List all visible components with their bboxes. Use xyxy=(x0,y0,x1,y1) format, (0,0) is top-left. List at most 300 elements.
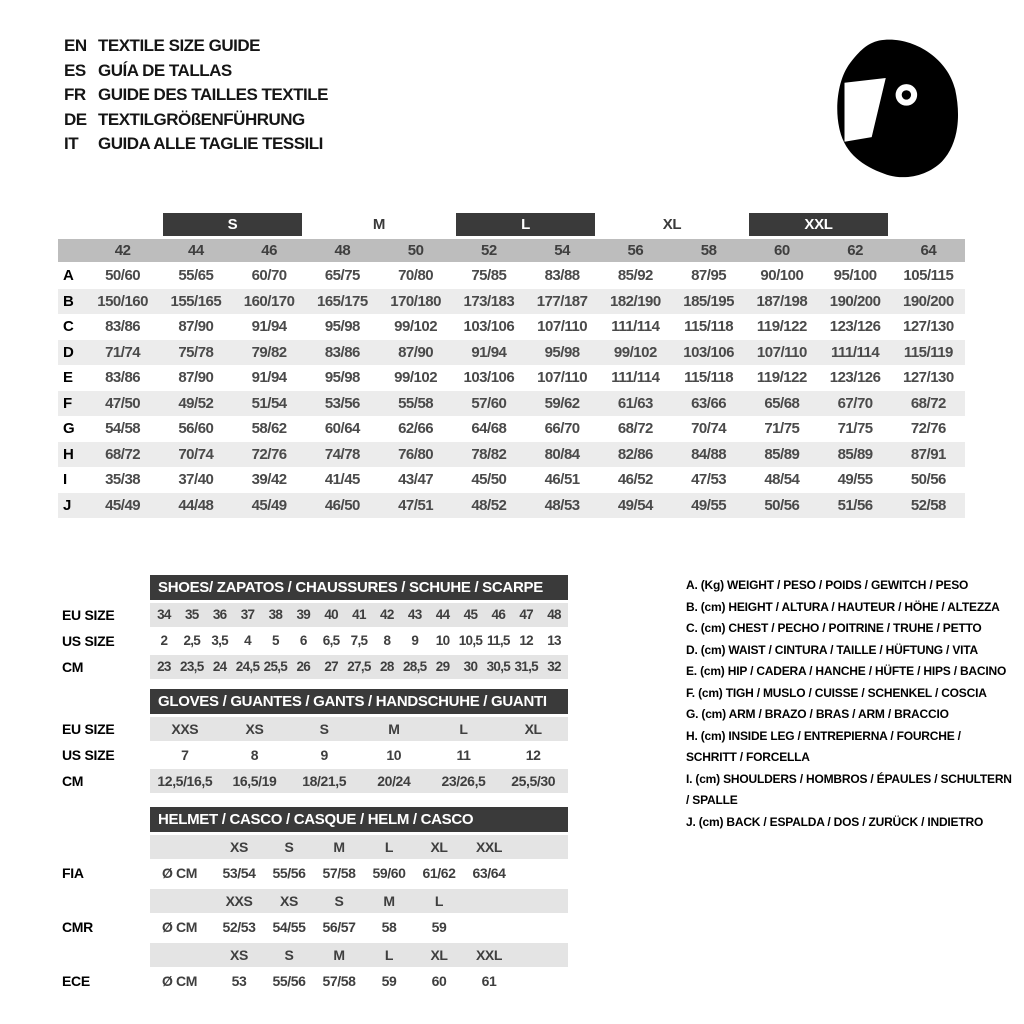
diameter-unit: Ø CM xyxy=(162,865,197,881)
helmet-sizes-row xyxy=(150,943,568,967)
size-value: 64/68 xyxy=(471,420,507,437)
size-value: 47/50 xyxy=(105,394,141,412)
size-value: 71/75 xyxy=(764,420,800,437)
gloves-row xyxy=(62,717,568,741)
helmet-size-value: 57/58 xyxy=(322,973,356,989)
row-letter: F xyxy=(63,394,72,412)
size-value: 58/62 xyxy=(251,420,287,437)
size-value: 91/94 xyxy=(251,369,287,386)
numeric-size: 52 xyxy=(481,242,497,259)
size-value: 185/195 xyxy=(683,292,734,310)
table-row xyxy=(58,442,965,468)
size-value: 48 xyxy=(547,607,561,622)
numeric-size: 64 xyxy=(920,242,937,259)
size-value: 31,5 xyxy=(514,659,538,674)
helmet-size-value: 63/64 xyxy=(472,865,506,881)
size-value: 29 xyxy=(435,659,450,674)
gloves-title: GLOVES / GUANTES / GANTS / HANDSCHUHE / GUANTI xyxy=(150,689,568,714)
numeric-size-row xyxy=(58,239,965,262)
size-value: 83/86 xyxy=(105,318,141,335)
size-value: 10 xyxy=(386,747,402,763)
helmet-size-label: XL xyxy=(430,839,448,855)
size-value: 7 xyxy=(181,747,189,763)
size-value: 3,5 xyxy=(211,633,228,648)
helmet-values-row xyxy=(62,915,568,939)
helmet-size-label: L xyxy=(434,893,444,909)
size-value: 50/56 xyxy=(764,496,800,514)
shoes-row xyxy=(62,655,568,679)
helmet-size-value: 53/54 xyxy=(222,865,256,881)
size-value: 63/66 xyxy=(691,394,727,412)
size-value: 75/85 xyxy=(471,267,507,284)
size-value: 71/74 xyxy=(105,343,141,361)
unit-spacer xyxy=(150,943,214,967)
size-value: 87/90 xyxy=(178,318,214,335)
size-value: 42 xyxy=(380,607,394,622)
size-value: 46/50 xyxy=(324,496,360,514)
size-value: 41/45 xyxy=(324,471,360,488)
helmet-size-label: XXL xyxy=(475,839,503,855)
size-value: 12 xyxy=(519,633,533,648)
legend-item: J. (cm) BACK / ESPALDA / DOS / ZURÜCK / INDIETRO xyxy=(686,814,984,829)
size-value: 48/52 xyxy=(471,496,507,514)
size-value: 43 xyxy=(407,607,422,622)
size-value: 6 xyxy=(299,633,307,648)
language-label: GUÍA DE TALLAS xyxy=(98,60,232,80)
language-label: TEXTILE SIZE GUIDE xyxy=(98,36,260,56)
size-value: 65/68 xyxy=(764,394,800,412)
table-row xyxy=(58,391,965,417)
row-letter: I xyxy=(63,471,67,488)
size-value: 68/72 xyxy=(617,420,653,437)
size-value: 49/52 xyxy=(178,394,214,412)
size-value: 32 xyxy=(547,659,561,674)
legend-item: H. (cm) INSIDE LEG / ENTREPIERNA / FOURCHE / SCHRITT / FORCELLA xyxy=(686,728,961,764)
size-value: 27 xyxy=(324,659,338,674)
size-value: 115/119 xyxy=(903,343,953,361)
size-value: 70/80 xyxy=(398,267,434,284)
size-value: 60/64 xyxy=(324,420,360,437)
size-value: 103/106 xyxy=(463,369,515,386)
size-value: M xyxy=(388,721,400,737)
row-letter: J xyxy=(63,496,71,514)
numeric-size: 42 xyxy=(114,242,131,259)
diameter-unit: Ø CM xyxy=(162,919,197,935)
size-value: 60/70 xyxy=(251,267,287,284)
helmet-size-label: S xyxy=(334,893,344,909)
gloves-size-table xyxy=(62,689,568,795)
size-value: 99/102 xyxy=(613,343,657,361)
language-title-block xyxy=(64,34,328,157)
table-row xyxy=(58,263,965,289)
legend-item: D. (cm) WAIST / CINTURA / TAILLE / HÜFTUNG / VITA xyxy=(686,642,978,657)
size-value: 10 xyxy=(435,633,450,648)
textile-size-table xyxy=(58,213,965,518)
size-value: 45/49 xyxy=(251,496,287,514)
helmet-size-label: XS xyxy=(280,893,298,909)
size-value: 24 xyxy=(212,659,227,674)
size-value: 68/72 xyxy=(105,445,141,463)
size-value: 76/80 xyxy=(398,445,434,463)
size-value: 9 xyxy=(320,747,328,763)
row-side-label: US SIZE xyxy=(62,633,115,649)
numeric-size: 46 xyxy=(261,242,277,259)
shoes-row xyxy=(62,629,568,653)
size-value: 12 xyxy=(525,747,541,763)
helmet-size-value: 54/55 xyxy=(272,919,306,935)
size-value: S xyxy=(319,721,329,737)
size-value: 36 xyxy=(212,607,227,622)
size-value: 55/58 xyxy=(398,394,434,412)
size-value: 99/102 xyxy=(394,318,438,335)
size-value: 90/100 xyxy=(760,267,804,284)
size-value: 9 xyxy=(411,633,419,648)
helmet-sizes-row xyxy=(150,835,568,859)
size-value: 87/90 xyxy=(178,369,214,386)
legend-item: E. (cm) HIP / CADERA / HANCHE / HÜFTE / HIPS / BACINO xyxy=(686,664,1007,678)
size-value: 85/89 xyxy=(837,445,873,463)
table-row xyxy=(58,340,965,366)
shoes-size-table xyxy=(62,575,568,681)
language-label: GUIDA ALLE TAGLIE TESSILI xyxy=(98,134,323,154)
size-value: 95/98 xyxy=(324,369,360,386)
size-value: 182/190 xyxy=(610,292,661,310)
size-value: 37 xyxy=(240,607,255,622)
language-code: FR xyxy=(64,85,86,105)
size-value: 119/122 xyxy=(756,369,807,386)
size-value: 46/52 xyxy=(617,471,653,488)
size-value: 187/198 xyxy=(756,292,808,310)
diameter-unit: Ø CM xyxy=(162,973,197,989)
helmet-size-value xyxy=(464,915,514,939)
row-side-label: EU SIZE xyxy=(62,721,115,737)
size-value: 68/72 xyxy=(910,394,946,412)
size-value: 155/165 xyxy=(170,292,222,310)
numeric-size: 48 xyxy=(334,242,351,259)
size-value: 71/75 xyxy=(837,420,873,437)
language-code: EN xyxy=(64,36,87,56)
size-value: 56/60 xyxy=(178,420,214,437)
size-value: 24,5 xyxy=(235,659,260,674)
size-value: 41 xyxy=(352,607,366,622)
helmet-size-label: M xyxy=(333,947,345,963)
legend-item: F. (cm) TIGH / MUSLO / CUISSE / SCHENKEL / COSCIA xyxy=(686,685,987,700)
table-row xyxy=(58,289,965,315)
legend-item: A. (Kg) WEIGHT / PESO / POIDS / GEWITCH / PESO xyxy=(686,578,969,592)
helmet-size-value: 55/56 xyxy=(272,865,306,881)
table-row xyxy=(58,416,965,442)
size-value: 70/74 xyxy=(691,420,727,437)
helmet-values-row xyxy=(62,969,568,993)
gloves-row xyxy=(62,769,568,793)
helmet-size-label: M xyxy=(333,839,345,855)
size-value: 87/90 xyxy=(398,343,434,361)
size-value: 123/126 xyxy=(829,318,881,335)
size-value: 23,5 xyxy=(180,659,204,674)
row-letter: C xyxy=(63,318,74,335)
size-value: 39/42 xyxy=(251,471,287,488)
numeric-size: 54 xyxy=(554,242,570,259)
helmet-size-value: 58 xyxy=(381,919,397,935)
size-value: 91/94 xyxy=(471,343,507,361)
row-label-spacer xyxy=(58,239,86,262)
legend-item: B. (cm) HEIGHT / ALTURA / HAUTEUR / HÖHE / ALTEZZA xyxy=(686,599,1000,614)
shoes-row xyxy=(62,603,568,627)
row-side-label: US SIZE xyxy=(62,747,115,763)
size-value: 34 xyxy=(157,607,171,622)
size-value: 107/110 xyxy=(537,318,588,335)
size-value: 85/89 xyxy=(764,445,800,463)
size-value: 105/115 xyxy=(903,267,954,284)
helmet-size-value: 56/57 xyxy=(322,919,356,935)
size-value: 72/76 xyxy=(910,420,946,437)
helmet-size-label xyxy=(464,889,514,913)
size-value: 160/170 xyxy=(243,292,295,310)
standard-label: CMR xyxy=(62,919,93,935)
size-value: 25,5/30 xyxy=(511,773,556,789)
helmet-icon xyxy=(820,33,989,188)
helmet-rows xyxy=(62,835,568,993)
size-value: 2 xyxy=(160,633,168,648)
size-value: 127/130 xyxy=(903,318,954,335)
row-side-label: CM xyxy=(62,773,84,789)
size-value: 165/175 xyxy=(317,292,368,310)
helmet-size-value: 52/53 xyxy=(222,919,256,935)
helmet-size-value: 57/58 xyxy=(322,865,356,881)
helmet-size-label: M xyxy=(383,893,395,909)
size-value: 111/114 xyxy=(611,318,660,335)
size-value: 150/160 xyxy=(97,292,148,310)
language-row xyxy=(64,108,328,133)
size-value: 51/54 xyxy=(251,394,287,412)
size-value: XXS xyxy=(171,721,199,737)
size-value: 50/56 xyxy=(910,471,946,488)
size-value: 30 xyxy=(463,659,478,674)
language-label: GUIDE DES TAILLES TEXTILE xyxy=(98,85,328,105)
size-value: 67/70 xyxy=(837,394,873,412)
size-value: 119/122 xyxy=(756,318,807,335)
row-letter: E xyxy=(63,369,73,386)
size-value: 75/78 xyxy=(178,343,214,361)
size-value: 46/51 xyxy=(544,471,580,488)
size-value: 74/78 xyxy=(324,445,360,463)
size-value: 65/75 xyxy=(324,267,360,284)
size-value: 54/58 xyxy=(105,420,141,437)
size-value: 95/100 xyxy=(833,267,877,284)
size-group-xl: XL xyxy=(662,216,682,233)
size-value: 177/187 xyxy=(536,292,588,310)
language-row xyxy=(64,59,328,84)
size-value: 87/91 xyxy=(910,445,946,463)
textile-measurement-rows xyxy=(58,263,965,518)
helmet-size-value: 61/62 xyxy=(422,865,456,881)
standard-label: FIA xyxy=(62,865,84,881)
size-value: 107/110 xyxy=(537,369,588,386)
size-value: 83/86 xyxy=(324,343,360,361)
size-value: 28,5 xyxy=(402,659,427,674)
size-value: 49/55 xyxy=(691,496,727,514)
language-code: ES xyxy=(64,60,86,80)
size-value: XL xyxy=(524,721,542,737)
size-value: 2,5 xyxy=(183,633,201,648)
size-value: 84/88 xyxy=(691,445,727,463)
size-value: 61/63 xyxy=(617,394,653,412)
size-value: 66/70 xyxy=(544,420,580,437)
helmet-size-label: XXS xyxy=(225,893,253,909)
size-value: 40 xyxy=(324,607,338,622)
size-value: 20/24 xyxy=(377,773,411,789)
numeric-size: 50 xyxy=(407,242,424,259)
numeric-size: 56 xyxy=(627,242,644,259)
helmet-size-label: XXL xyxy=(475,947,503,963)
helmet-size-value: 59/60 xyxy=(372,865,406,881)
size-value: L xyxy=(459,721,468,737)
size-value: 46 xyxy=(491,607,506,622)
helmet-sizes-row xyxy=(150,889,568,913)
numeric-size: 62 xyxy=(847,242,863,259)
size-group-m: M xyxy=(372,216,386,233)
size-group-xxl: XXL xyxy=(749,213,888,236)
size-value: 173/183 xyxy=(463,292,515,310)
size-value: 123/126 xyxy=(829,369,881,386)
unit-spacer xyxy=(150,889,214,913)
size-value: 25,5 xyxy=(263,659,288,674)
size-value: 99/102 xyxy=(394,369,438,386)
table-row xyxy=(58,314,965,340)
size-value: 13 xyxy=(547,633,561,648)
size-value: 11,5 xyxy=(486,633,510,648)
helmet-size-label: S xyxy=(284,947,294,963)
size-group-s: S xyxy=(163,213,302,236)
size-value: 6,5 xyxy=(322,633,340,648)
row-side-label: EU SIZE xyxy=(62,607,115,623)
size-value: 45 xyxy=(463,607,478,622)
size-value: 59/62 xyxy=(544,394,580,412)
helmet-title: HELMET / CASCO / CASQUE / HELM / CASCO xyxy=(150,807,568,832)
size-value: 38 xyxy=(268,607,283,622)
helmet-size-value: 61 xyxy=(481,973,497,989)
size-value: 91/94 xyxy=(251,318,287,335)
size-value: 49/54 xyxy=(617,496,653,514)
size-value: 57/60 xyxy=(471,394,507,412)
size-value: 111/114 xyxy=(831,343,880,361)
legend-item: C. (cm) CHEST / PECHO / POITRINE / TRUHE / PETTO xyxy=(686,621,982,635)
size-value: 51/56 xyxy=(837,496,873,514)
helmet-size-label: S xyxy=(284,839,294,855)
gloves-row xyxy=(62,743,568,767)
row-letter: A xyxy=(63,267,74,284)
shoes-rows xyxy=(62,603,568,679)
size-value: 48/54 xyxy=(764,471,800,488)
size-value: 23/26,5 xyxy=(441,773,486,789)
size-value: 78/82 xyxy=(471,445,507,463)
size-value: 95/98 xyxy=(544,343,580,361)
size-value: 35/38 xyxy=(105,471,141,488)
size-value: 52/58 xyxy=(910,496,946,514)
helmet-size-value: 55/56 xyxy=(272,973,306,989)
helmet-size-value: 60 xyxy=(431,973,447,989)
size-value: 190/200 xyxy=(903,292,954,310)
size-value: 45/50 xyxy=(471,471,507,488)
helmet-size-table xyxy=(62,807,568,997)
size-value: 50/60 xyxy=(105,267,141,284)
size-value: 103/106 xyxy=(463,318,515,335)
row-letter: D xyxy=(63,343,74,361)
helmet-size-label: L xyxy=(384,839,394,855)
numeric-size: 44 xyxy=(188,242,204,259)
size-value: 8 xyxy=(250,747,259,763)
size-group-l: L xyxy=(456,213,595,236)
size-value: 103/106 xyxy=(683,343,734,361)
size-value: 4 xyxy=(244,633,251,648)
size-value: 85/92 xyxy=(617,267,653,284)
helmet-size-value: 53 xyxy=(231,973,247,989)
size-value: 49/55 xyxy=(837,471,873,488)
size-value: 5 xyxy=(271,633,279,648)
size-value: 82/86 xyxy=(617,445,653,463)
legend-item: I. (cm) SHOULDERS / HOMBROS / ÉPAULES / SCHULTERN / SPALLE xyxy=(686,771,1012,807)
size-value: 18/21,5 xyxy=(302,773,347,789)
size-value: 72/76 xyxy=(251,445,287,463)
size-value: 47 xyxy=(519,607,533,622)
size-value: 45/49 xyxy=(105,496,141,514)
size-value: 35 xyxy=(184,607,199,622)
size-value: 170/180 xyxy=(390,292,441,310)
size-value: 28 xyxy=(380,659,394,674)
size-value: 39 xyxy=(296,607,311,622)
language-code: IT xyxy=(64,134,79,154)
row-letter: B xyxy=(63,292,74,310)
numeric-size: 58 xyxy=(700,242,717,259)
size-value: 48/53 xyxy=(544,496,580,514)
helmet-size-value: 59 xyxy=(431,919,447,935)
size-value: 115/118 xyxy=(684,369,734,386)
language-label: TEXTILGRÖßENFÜHRUNG xyxy=(98,109,305,129)
size-value: 83/88 xyxy=(544,267,580,284)
shoes-title: SHOES/ ZAPATOS / CHAUSSURES / SCHUHE / SCARPE xyxy=(150,575,568,600)
size-value: 47/51 xyxy=(398,496,434,514)
table-row xyxy=(58,493,965,519)
size-value: 16,5/19 xyxy=(232,773,277,789)
unit-spacer xyxy=(150,835,214,859)
language-row xyxy=(64,83,328,108)
language-row xyxy=(64,132,328,157)
size-value: 115/118 xyxy=(684,318,734,335)
size-value: 80/84 xyxy=(544,445,580,463)
size-value: XS xyxy=(245,721,264,737)
size-value: 53/56 xyxy=(324,394,360,412)
size-value: 70/74 xyxy=(178,445,214,463)
helmet-size-label: XS xyxy=(230,839,248,855)
legend-item: G. (cm) ARM / BRAZO / BRAS / ARM / BRACCIO xyxy=(686,707,949,721)
size-value: 26 xyxy=(296,659,311,674)
table-row xyxy=(58,467,965,493)
size-group-header-row xyxy=(58,213,965,236)
size-value: 43/47 xyxy=(398,471,434,488)
size-value: 30,5 xyxy=(486,659,511,674)
size-value: 11 xyxy=(456,747,471,763)
row-side-label: CM xyxy=(62,659,84,675)
row-letter: G xyxy=(63,420,75,437)
size-value: 62/66 xyxy=(398,420,434,437)
helmet-size-value: 59 xyxy=(381,973,397,989)
size-value: 83/86 xyxy=(105,369,141,386)
size-value: 37/40 xyxy=(178,471,214,488)
helmet-size-label: XS xyxy=(230,947,248,963)
helmet-size-label: L xyxy=(384,947,394,963)
size-value: 79/82 xyxy=(251,343,287,361)
gloves-rows xyxy=(62,717,568,793)
